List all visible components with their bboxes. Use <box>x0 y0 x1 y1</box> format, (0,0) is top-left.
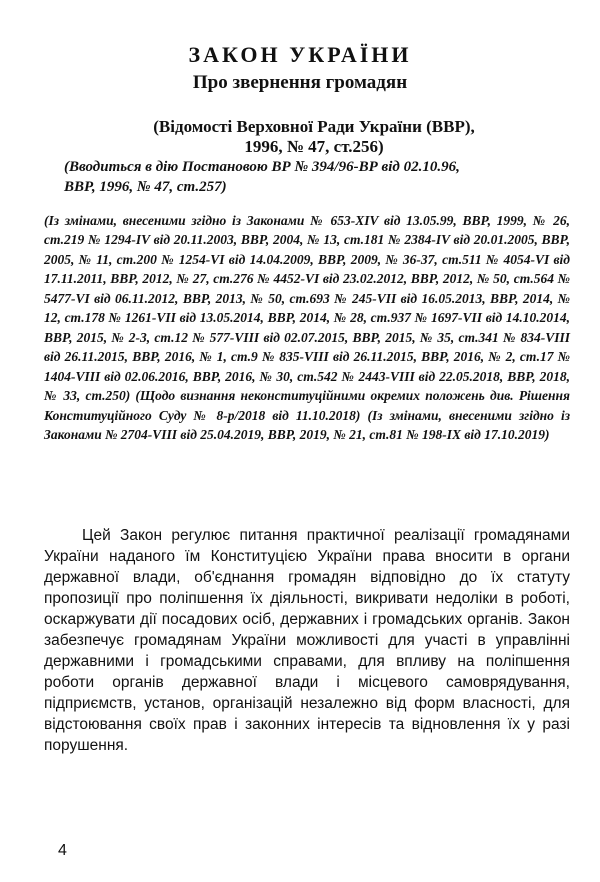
reference-line-1: (Відомості Верховної Ради України (ВВР), <box>153 117 475 136</box>
reference-line-2: 1996, № 47, ст.256) <box>244 137 384 156</box>
effective-line-1: (Вводиться в дію Постановою ВР № 394/96-ВР від 02.10.96, <box>64 159 460 175</box>
publication-reference <box>104 117 524 157</box>
amendments-note: (Із змінами, внесеними згідно із Законами № 653-XIV від 13.05.99, ВВР, 1999, № 26, ст.219 № 1294-IV від 20.11.2003, ВВР, 2004, № 13, ст.181 № 2384-IV від 20.01.2005, ВВР, 2005, № 11, ст.200 № 1254-VI від 14.04.2009, ВВР, 2009, № 36-37, ст.511 № 4054-VI від 17.11.2011, ВВР, 2012, № 27, ст.276 № 4452-VI від 23.02.2012, ВВР, 2012, № 50, ст.564 № 5477-VI від 06.11.2012, ВВР, 2013, № 50, ст.693 № 245-VII від 16.05.2013, ВВР, 2014, № 12, ст.178 № 1261-VII від 13.05.2014, ВВР, 2014, № 28, ст.937 № 1697-VII від 14.10.2014, ВВР, 2015, № 2-3, ст.12 № 577-VIII від 02.07.2015, ВВР, 2015, № 35, ст.341 № 834-VIII від 26.11.2015, ВВР, 2016, № 1, ст.9 № 835-VIII від 26.11.2015, ВВР, 2016, № 2, ст.17 № 1404-VIII від 02.06.2016, ВВР, 2016, № 30, ст.542 № 2443-VIII від 22.05.2018, ВВР, 2018, № 33, ст.250) (Щодо визнання неконституційними окремих положень див. Рішення Конституційного Суду № 8-р/2018 від 11.10.2018) (Із змінами, внесеними згідно із Законами № 2704-VIII від 25.04.2019, ВВР, 2019, № 21, ст.81 № 198-IX від 17.10.2019) <box>44 213 570 442</box>
body-paragraph: Цей Закон регулює питання практичної реалізації громадянами України наданого їм Конституцією України права вносити в органи державної влади, об'єднання громадян відповідно до їх статуту пропозиції про поліпшення їх діяльності, викривати недоліки в роботі, оскаржувати дії посадових осіб, державних і громадських органів. Закон забезпечує громадянам України можливості для участі в управлінні державними і громадськими справами, для впливу на поліпшення роботи органів державної влади і місцевого самоврядування, підприємств, установ, організацій незалежно від форм власності, для відстоювання своїх прав і законних інтересів та відновлення їх у разі порушення. <box>44 527 570 754</box>
law-title: ЗАКОН УКРАЇНИ <box>188 42 412 67</box>
page-number: 4 <box>58 842 67 859</box>
law-subtitle: Про звернення громадян <box>192 72 408 93</box>
effective-note <box>64 157 536 197</box>
effective-line-2: ВВР, 1996, № 47, ст.257) <box>64 179 227 195</box>
